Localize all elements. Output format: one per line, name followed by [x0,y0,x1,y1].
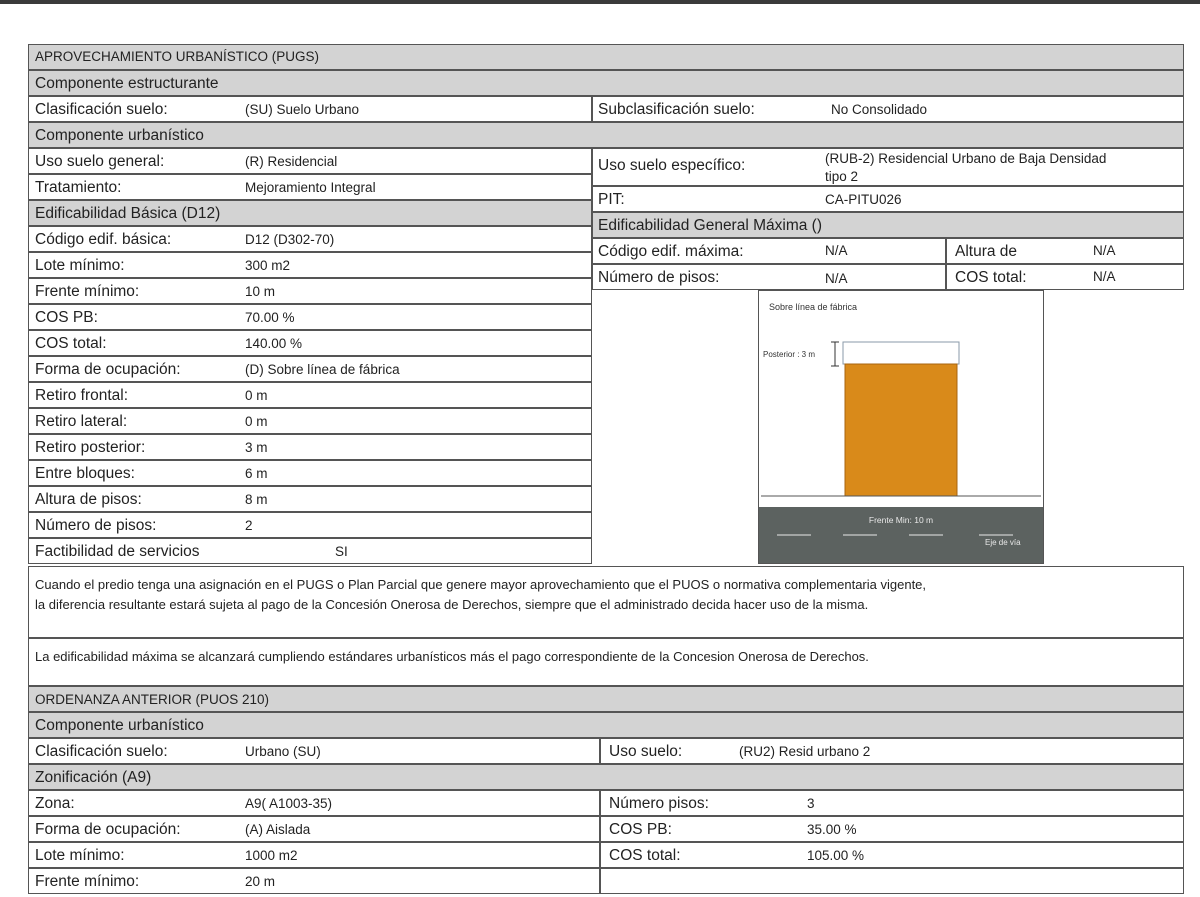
note-edificabilidad [28,638,1184,686]
basica-label: Forma de ocupación: [35,361,181,378]
puos-right-row [600,842,1184,868]
pisos-maxima-value: N/A [825,271,848,286]
clasificacion-label: Clasificación suelo: [35,101,168,118]
basica-value: 0 m [245,414,268,429]
edif-maxima-header [592,212,1184,238]
basica-row [28,382,592,408]
pisos-maxima-label: Número de pisos: [598,269,720,286]
puos-clasificacion-value: Urbano (SU) [245,744,321,759]
puos-left-value: A9( A1003-35) [245,796,333,811]
edif-basica-header-label: Edificabilidad Básica (D12) [35,205,221,222]
basica-value: 3 m [245,440,268,455]
puos-left-row [28,868,600,894]
pit-row [592,186,1184,212]
basica-value: 300 m2 [245,258,291,273]
basica-label: COS total: [35,335,107,352]
basica-label: Factibilidad de servicios [35,543,200,560]
puos-uso-value: (RU2) Resid urbano 2 [739,744,871,759]
zonificacion-header-label: Zonificación (A9) [35,769,152,786]
basica-label: Frente mínimo: [35,283,140,300]
puos-left-label: Zona: [35,795,75,812]
basica-label: Retiro posterior: [35,439,146,456]
puos-clasificacion-row [28,738,600,764]
clasificacion-value: (SU) Suelo Urbano [245,102,360,117]
uso-general-label: Uso suelo general: [35,153,165,170]
puos-right-empty-cell [600,868,1184,894]
puos-right-row [600,790,1184,816]
basica-label: Lote mínimo: [35,257,125,274]
puos-title-bar [28,686,1184,712]
puos-right-value: 35.00 % [807,822,857,837]
urbanistico-header-label: Componente urbanístico [35,127,204,144]
puos-left-row [28,842,600,868]
edif-basica-header [28,200,592,226]
basica-value: (D) Sobre línea de fábrica [245,362,400,377]
diagram-title: Sobre línea de fábrica [769,302,858,312]
note-concesion [28,566,1184,638]
note-edificabilidad-text: La edificabilidad máxima se alcanzará cumpliendo estándares urbanísticos más el pago correspondiente de la Concesion Onerosa de Derechos. [35,649,869,664]
basica-value: 70.00 % [245,310,295,325]
basica-row [28,252,592,278]
altura-value: N/A [1093,243,1116,258]
puos-left-row [28,816,600,842]
zonificacion-header [28,764,1184,790]
puos-title: ORDENANZA ANTERIOR (PUOS 210) [35,692,270,707]
tratamiento-value: Mejoramiento Integral [245,180,376,195]
basica-row [28,330,592,356]
basica-row [28,434,592,460]
puos-left-label: Lote mínimo: [35,847,125,864]
basica-value: SI [335,544,348,559]
puos-left-value: 1000 m2 [245,848,298,863]
uso-especifico-value-line2: tipo 2 [825,169,859,184]
frente-label: Frente Min: 10 m [868,515,934,525]
clasificacion-row [28,96,592,122]
pugs-title: APROVECHAMIENTO URBANÍSTICO (PUGS) [35,49,320,64]
note-concesion-line1: Cuando el predio tenga una asignación en el PUGS o Plan Parcial que genere mayor aprovechamiento que el PUOS o normativa complementaria vigente, [35,577,927,592]
subclasificacion-label: Subclasificación suelo: [598,101,755,118]
uso-general-value: (R) Residencial [245,154,338,169]
note-concesion-line2: la diferencia resultante estará sujeta al pago de la Concesión Onerosa de Derechos, siempre que el administrado decida hacer uso de la misma. [35,597,869,612]
codigo-maxima-row [592,238,946,264]
basica-label: Código edif. básica: [35,231,172,248]
basica-label: Retiro frontal: [35,387,129,404]
puos-urbanistico-header [28,712,1184,738]
puos-uso-label: Uso suelo: [609,743,683,760]
basica-row [28,460,592,486]
basica-label: Entre bloques: [35,465,135,482]
posterior-setback [843,342,959,364]
puos-left-row [28,790,600,816]
basica-value: 140.00 % [245,336,303,351]
puos-left-label: Forma de ocupación: [35,821,181,838]
cos-total-maxima-row [946,264,1184,290]
basica-label: COS PB: [35,309,98,326]
estructurante-header [28,70,1184,96]
altura-label: Altura de [955,243,1018,260]
uso-especifico-value-line1: (RUB-2) Residencial Urbano de Baja Densidad [825,151,1107,166]
uso-especifico-row [592,148,1184,186]
puos-uso-row [600,738,1184,764]
basica-value: 10 m [245,284,276,299]
basica-value: 0 m [245,388,268,403]
uso-especifico-label: Uso suelo específico: [598,157,746,174]
basica-row [28,226,592,252]
codigo-maxima-value: N/A [825,243,848,258]
pisos-maxima-row [592,264,946,290]
uso-general-row [28,148,592,174]
pit-value: CA-PITU026 [825,192,902,207]
basica-row [28,486,592,512]
puos-right-label: COS PB: [609,821,672,838]
subclasificacion-row [592,96,1184,122]
basica-row [28,408,592,434]
building-footprint [845,364,957,496]
puos-urbanistico-header-label: Componente urbanístico [35,717,204,734]
puos-right-value: 3 [807,796,815,811]
basica-value: 8 m [245,492,268,507]
tratamiento-label: Tratamiento: [35,179,122,196]
basica-value: 6 m [245,466,268,481]
altura-row [946,238,1184,264]
puos-left-value: (A) Aislada [245,822,311,837]
puos-right-label: COS total: [609,847,681,864]
puos-left-label: Frente mínimo: [35,873,140,890]
puos-right-label: Número pisos: [609,795,709,812]
basica-row [28,278,592,304]
top-border [0,0,1200,4]
basica-value: D12 (D302-70) [245,232,335,247]
basica-row [28,304,592,330]
posterior-label: Posterior : 3 m [763,350,816,359]
basica-value: 2 [245,518,253,533]
cos-total-maxima-label: COS total: [955,269,1027,286]
basica-label: Altura de pisos: [35,491,142,508]
report-sheet [28,44,1184,897]
estructurante-header-label: Componente estructurante [35,75,219,92]
pugs-title-bar [28,44,1184,70]
puos-left-value: 20 m [245,874,276,889]
urbanistico-header [28,122,1184,148]
puos-clasificacion-label: Clasificación suelo: [35,743,168,760]
puos-right-value: 105.00 % [807,848,865,863]
subclasificacion-value: No Consolidado [831,102,928,117]
ocupacion-diagram [758,290,1044,564]
pit-label: PIT: [598,191,625,208]
eje-label: Eje de vía [985,538,1021,547]
cos-total-maxima-value: N/A [1093,269,1116,284]
puos-right-row [600,816,1184,842]
basica-row [28,512,592,538]
edif-maxima-header-label: Edificabilidad General Máxima () [598,217,822,234]
basica-label: Retiro lateral: [35,413,128,430]
basica-row [28,356,592,382]
tratamiento-row [28,174,592,200]
codigo-maxima-label: Código edif. máxima: [598,243,744,260]
ocupacion-diagram-svg [759,291,1043,563]
basica-row [28,538,592,564]
basica-label: Número de pisos: [35,517,157,534]
